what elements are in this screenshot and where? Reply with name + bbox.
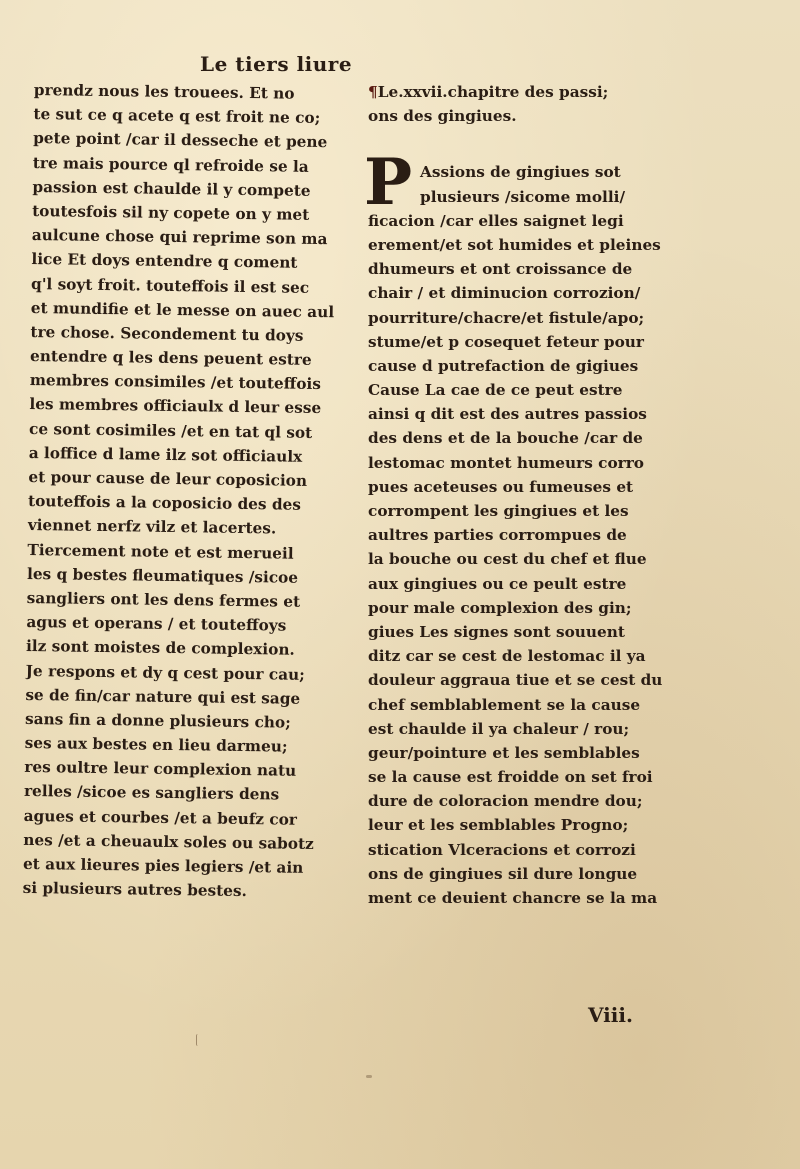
text-line: pues aceteuses ou fumeuses et (368, 477, 634, 496)
paragraph-2 (368, 378, 698, 910)
text-line: tre chose. Secondement tu doys (30, 322, 304, 345)
text-line: Cause La cae de ce peut estre (368, 381, 623, 400)
text-line: ce sont cosimiles /et en tat ql sot (28, 419, 313, 442)
text-line: se la cause est froidde on set froi (368, 768, 653, 787)
text-line: corrompent les gingiues et les (368, 502, 629, 520)
text-line: les membres officiaulx d leur esse (29, 395, 322, 418)
text-line: agus et operans / et touteffoys (26, 613, 287, 635)
drop-cap-line-1: P Assions de gingiues sot (364, 145, 621, 221)
running-title: Le tiers liure (200, 52, 353, 76)
text-line: et mundifie et le messe on auec aul (30, 298, 335, 321)
text-line: si plusieurs autres bestes. (22, 879, 248, 901)
text-line: douleur aggraua tiue et se cest du (368, 671, 663, 690)
text-line: ons de gingiues sil dure longue (368, 864, 638, 883)
text-line: lestomac montet humeurs corro (368, 453, 644, 472)
text-line: entendre q les dens peuent estre (29, 347, 312, 369)
text-line: ment ce deuient chancre se la ma (368, 889, 658, 907)
pilcrow-icon: ¶ (368, 83, 378, 101)
text-line: te sut ce q acete q est froit ne co; (33, 105, 321, 128)
text-line: et pour cause de leur coposicion (28, 467, 308, 490)
text-line: ilz sont moistes de complexion. (25, 637, 295, 660)
paragraph-1-body (368, 209, 698, 378)
text-line: ficacion /car elles saignet legi (368, 211, 624, 230)
text-line: sans fin a donne plusieurs cho; (24, 709, 291, 732)
text-line: aultres parties corrompues de (368, 526, 627, 545)
text-line: nes /et a cheuaulx soles ou sabotz (23, 830, 314, 853)
text-line: ses aux bestes en lieu darmeu; (24, 733, 288, 756)
drop-cap-line-2: plusieurs /sicome molli/ (420, 187, 626, 206)
text-line: Je respons et dy q cest pour cau; (25, 661, 305, 684)
text-line: res oultre leur complexion natu (24, 758, 297, 780)
text-line: chair / et diminucion corrozion/ (368, 284, 641, 303)
text-line: agues et courbes /et a beufz cor (23, 806, 298, 829)
spacer (368, 128, 698, 160)
chapter-title-line-2: ons des gingiues. (368, 107, 517, 126)
text-line: stume/et p cosequet feteur pour (368, 332, 644, 351)
text-line: la bouche ou cest du chef et flue (368, 550, 647, 569)
text-line: relles /sicoe es sangliers dens (23, 782, 280, 804)
text-line: prendz nous les trouees. Et no (33, 80, 295, 103)
text-line: se de fin/car nature qui est sage (25, 685, 301, 708)
text-line: tre mais pource ql refroide se la (32, 153, 309, 176)
text-line: pete point /car il desseche et pene (33, 129, 328, 152)
text-line: les q bestes fleumatiques /sicoe (26, 564, 299, 587)
text-line: pour male complexion des gin; (368, 598, 632, 617)
text-line: aux gingiues ou ce peult estre (368, 574, 627, 593)
right-column (364, 80, 698, 910)
chapter-title: ¶Le.xxvii.chapitre des passi; (368, 83, 609, 101)
text-line: dhumeurs et ont croissance de (368, 260, 633, 279)
text-line: toutesfois sil ny copete on y met (32, 201, 310, 224)
text-line: a loffice d lame ilz sot officiaulx (28, 443, 303, 466)
text-line: cause d putrefaction de gigiues (368, 356, 639, 375)
text-line: Tiercement note et est merueil (27, 540, 294, 563)
text-line: ditz car se cest de lestomac il ya (368, 647, 646, 666)
text-line: pourriture/chacre/et fistule/apo; (368, 308, 645, 327)
text-line: ainsi q dit est des autres passios (368, 405, 647, 424)
text-line: chef semblablement se la cause (368, 695, 641, 714)
text-line: giues Les signes sont souuent (368, 622, 625, 641)
left-column (23, 78, 369, 905)
text-line: aulcune chose qui reprime son ma (31, 226, 328, 249)
text-line: touteffois a la coposicio des des (27, 492, 302, 514)
text-line: q'l soyt froit. touteffois il est sec (31, 274, 310, 297)
text-line: est chaulde il ya chaleur / rou; (368, 719, 630, 738)
text-line: erement/et sot humides et pleines (368, 235, 661, 254)
text-line: leur et les semblables Progno; (368, 816, 629, 835)
text-line: viennet nerfz vilz et lacertes. (27, 516, 277, 538)
signature-mark: Viii. (588, 1003, 633, 1027)
text-line: passion est chaulde il y compete (32, 177, 311, 200)
text-line: stication Vlceracions et corrozi (368, 840, 636, 859)
ink-mark (196, 1034, 201, 1046)
text-line: lice Et doys entendre q coment (31, 250, 298, 273)
ink-mark (366, 1075, 372, 1078)
text-line: et aux lieures pies legiers /et ain (22, 854, 304, 877)
text-line: des dens et de la bouche /car de (368, 429, 643, 448)
text-line: geur/pointure et les semblables (368, 743, 640, 762)
text-line: sangliers ont les dens fermes et (26, 588, 301, 611)
drop-cap: P (364, 145, 413, 221)
text-line: dure de coloracion mendre dou; (368, 792, 643, 811)
paragraph-1 (364, 145, 698, 378)
text-line: membres consimiles /et touteffois (29, 371, 322, 394)
